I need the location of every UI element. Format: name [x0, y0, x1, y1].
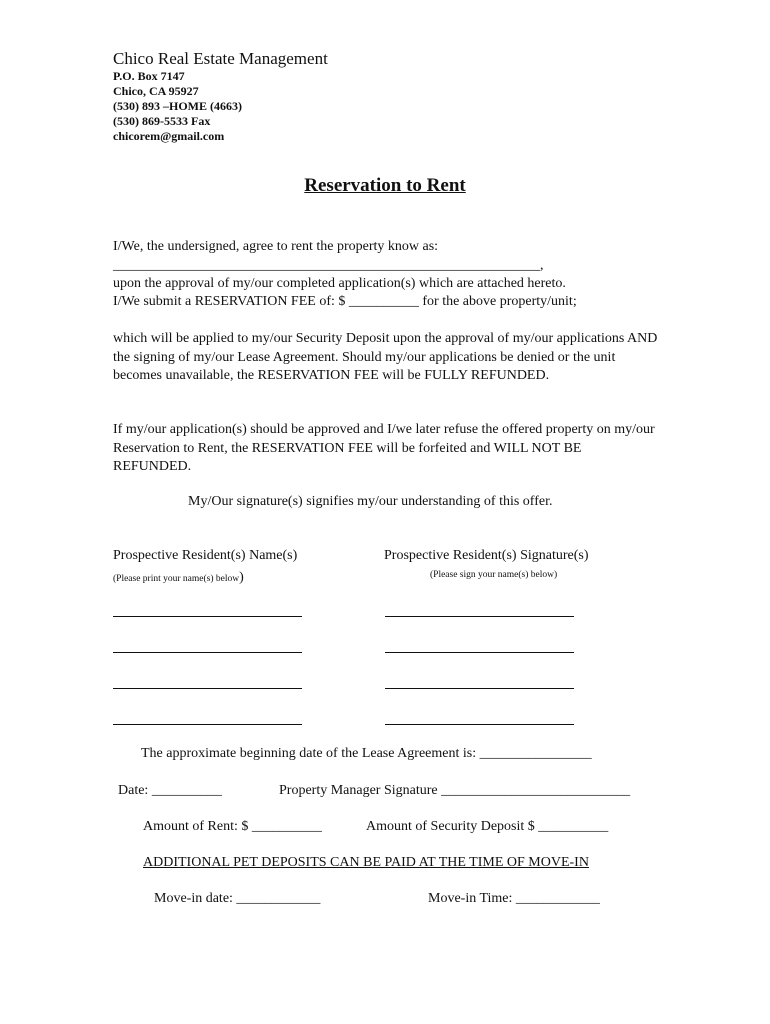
paragraph-refund: which will be applied to my/our Security Deposit upon the approval of my/our applications AND the signing of my/our Lease Agreement. Should my/our applications be denied or the unit becomes unavailable, the RESERVATION FEE will be FULLY REFUNDED. [113, 331, 658, 383]
address-email: chicorem@gmail.com [113, 129, 225, 143]
resident-signature-line-2[interactable] [385, 652, 574, 653]
resident-signature-line-4[interactable] [385, 724, 574, 725]
property-blank-line: _____________________________________________________________, [113, 258, 544, 273]
address-city: Chico, CA 95927 [113, 84, 199, 98]
resident-names-note [113, 568, 244, 586]
resident-names-note-paren: ) [239, 570, 244, 585]
resident-signatures-note: (Please sign your name(s) below) [430, 570, 558, 580]
lease-beginning-date: The approximate beginning date of the Lease Agreement is: ________________ [141, 746, 592, 761]
intro-line-2: upon the approval of my/our completed application(s) which are attached hereto. [113, 276, 566, 291]
resident-names-heading: Prospective Resident(s) Name(s) [113, 548, 298, 563]
address-phone: (530) 893 –HOME (4663) [113, 99, 242, 113]
resident-signature-line-3[interactable] [385, 688, 574, 689]
property-manager-signature: Property Manager Signature ___________________________ [279, 783, 631, 798]
security-deposit-amount: Amount of Security Deposit $ __________ [366, 819, 609, 834]
move-in-date: Move-in date: ____________ [154, 891, 321, 906]
paragraph-forfeit: If my/our application(s) should be approved and I/we later refuse the offered property on my/our Reservation to Rent, the RESERVATION FEE will be forfeited and WILL NOT BE REFUNDED. [113, 422, 655, 474]
address-po-box: P.O. Box 7147 [113, 69, 185, 83]
reservation-fee-line: I/We submit a RESERVATION FEE of: $ __________ for the above property/unit; [113, 294, 577, 309]
resident-name-line-4[interactable] [113, 724, 302, 725]
resident-signatures-heading: Prospective Resident(s) Signature(s) [384, 548, 589, 563]
resident-signature-line-1[interactable] [385, 616, 574, 617]
amount-of-rent: Amount of Rent: $ __________ [143, 819, 322, 834]
intro-line-1: I/We, the undersigned, agree to rent the property know as: [113, 239, 439, 254]
resident-name-line-3[interactable] [113, 688, 302, 689]
resident-name-line-2[interactable] [113, 652, 302, 653]
date-field: Date: __________ [118, 783, 222, 798]
resident-name-line-1[interactable] [113, 616, 302, 617]
company-name: Chico Real Estate Management [113, 49, 328, 68]
resident-names-note-text: (Please print your name(s) below [113, 574, 240, 584]
document-title: Reservation to Rent [304, 175, 466, 196]
paragraph-understanding: My/Our signature(s) signifies my/our understanding of this offer. [188, 494, 553, 509]
pet-deposit-notice: ADDITIONAL PET DEPOSITS CAN BE PAID AT THE TIME OF MOVE-IN [143, 855, 589, 870]
move-in-time: Move-in Time: ____________ [428, 891, 600, 906]
address-fax: (530) 869-5533 Fax [113, 114, 211, 128]
